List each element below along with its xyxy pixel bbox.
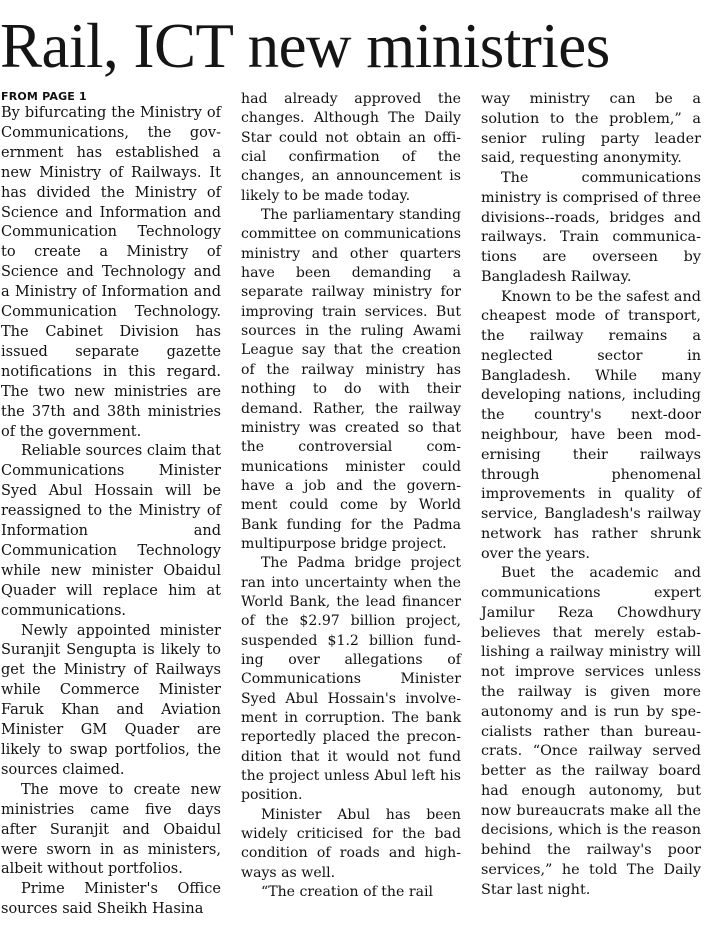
- paragraph: Known to be the safest and cheapest mode of transport, the railway remains a neglected sector in Bangladesh. While many developing nations, including the country's next-door neighbour, have been modernising their railways through phenomenal improvements in quality of service, Bangladesh's railway network has rather shrunk over the years.: [481, 288, 701, 562]
- kicker-from-page-1: FROM PAGE 1: [1, 90, 87, 103]
- paragraph: Prime Minister's Office sources said Sheikh Hasina: [1, 881, 221, 918]
- paragraph: The Padma bridge project ran into uncertainty when the World Bank, the lead financer of the $2.97 billion project, suspended $1.2 billion funding over allegations of Communications Minister Syed Abul Hossain's involvement in corruption. The bank reportedly placed the precondition that it would not fund the project unless Abul left his position.: [241, 555, 461, 804]
- article-column-1: [1, 89, 221, 920]
- paragraph: By bifurcating the Ministry of Communications, the government has established a new Ministry of Railways. It has divided the Ministry of Science and Information and Communication Technology to create a Ministry of Science and Technology and a Ministry of Information and Communication Technology. The Cabinet Division has issued separate gazette notifications in this regard. The two new ministries are the 37th and 38th ministries of the government.: [1, 105, 221, 440]
- paragraph: Minister Abul has been widely criticised for the bad condition of roads and highways as well.: [241, 806, 461, 881]
- paragraph: Reliable sources claim that Communications Minister Syed Abul Hossain will be reassigned to the Ministry of Information and Communication Technology while new minister Obaidul Quader will replace him at communications.: [1, 443, 221, 619]
- article-column-3: [481, 90, 701, 900]
- paragraph: The move to create new ministries came five days after Suranjit and Obaidul were sworn in as ministers, albeit without portfolios.: [1, 781, 221, 878]
- article-column-2: [241, 90, 461, 902]
- headline: Rail, ICT new ministries: [0, 11, 610, 81]
- paragraph: The communications ministry is comprised of three divisions--roads, bridges and railways. Train communications are overseen by Bangladesh Railway.: [481, 170, 701, 285]
- paragraph: The parliamentary standing committee on communications ministry and other quarters have been demanding a separate railway ministry for improving train services. But sources in the ruling Awami League say that the creation of the railway ministry has nothing to do with their demand. Rather, the railway ministry was created so that the controversial communications minister could have a job and the government could come by World Bank funding for the Padma multipurpose bridge project.: [241, 207, 461, 552]
- paragraph: way ministry can be a solution to the problem,” a senior ruling party leader said, requesting anonymity.: [481, 91, 701, 167]
- paragraph: Buet the academic and communications expert Jamilur Reza Chowdhury believes that merely establishing a railway ministry will not improve services unless the railway is given more autonomy and is run by specialists rather than bureaucrats. “Once railway served better as the railway board had enough autonomy, but now bureaucrats make all the decisions, which is the reason behind the railway's poor services,” he told The Daily Star last night.: [481, 565, 701, 898]
- paragraph: had already approved the changes. Although The Daily Star could not obtain an official confirmation of the changes, an announcement is likely to be made today.: [241, 91, 461, 204]
- paragraph: Newly appointed minister Suranjit Sengupta is likely to get the Ministry of Railways while Commerce Minister Faruk Khan and Aviation Minister GM Quader are likely to swap portfolios, the sources claimed.: [1, 622, 221, 778]
- paragraph: “The creation of the rail: [261, 884, 433, 901]
